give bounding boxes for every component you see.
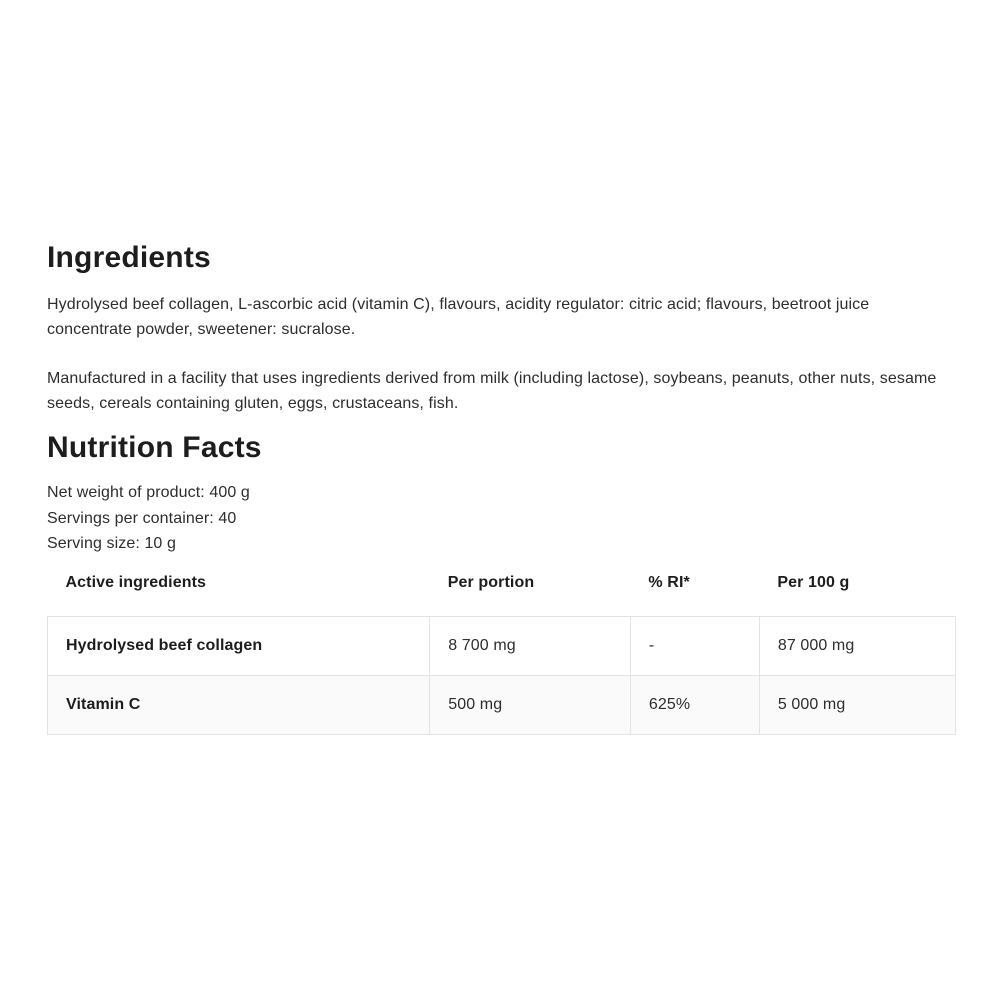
nutrition-table-body	[48, 616, 956, 734]
header-per-100g: Per 100 g	[777, 573, 850, 591]
allergen-info-paragraph: Manufactured in a facility that uses ingredients derived from milk (including lactose), soybeans, peanuts, other nuts, sesame seeds, cereals containing gluten, eggs, crustaceans, fish.	[47, 370, 937, 412]
ingredients-title: Ingredients	[47, 241, 211, 274]
percent-ri-cell: 625%	[630, 675, 759, 734]
percent-ri-cell: -	[630, 616, 759, 675]
header-active-ingredients: Active ingredients	[65, 573, 207, 591]
table-row	[48, 675, 956, 734]
per-100g-cell: 5 000 mg	[759, 675, 955, 734]
serving-size-line: Serving size: 10 g	[47, 535, 176, 552]
nutrition-details	[47, 480, 956, 557]
ingredients-list-paragraph: Hydrolysed beef collagen, L-ascorbic acid (vitamin C), flavours, acidity regulator: citric acid; flavours, beetroot juice concentrate powder, sweetener: sucralose.	[47, 296, 870, 338]
per-portion-cell: 8 700 mg	[430, 616, 631, 675]
table-header-row	[48, 564, 956, 617]
ingredient-name-cell: Hydrolysed beef collagen	[48, 616, 430, 675]
header-percent-ri: % RI*	[648, 573, 690, 591]
nutrition-table	[47, 564, 956, 735]
ingredient-name-cell: Vitamin C	[48, 675, 430, 734]
per-portion-cell: 500 mg	[430, 675, 631, 734]
nutrition-table-header	[48, 564, 956, 617]
servings-per-container-line: Servings per container: 40	[47, 509, 237, 527]
header-per-portion: Per portion	[447, 573, 535, 591]
nutrition-facts-title: Nutrition Facts	[47, 431, 262, 464]
per-100g-cell: 87 000 mg	[759, 616, 955, 675]
table-row	[48, 616, 956, 675]
net-weight-line: Net weight of product: 400 g	[47, 484, 250, 501]
